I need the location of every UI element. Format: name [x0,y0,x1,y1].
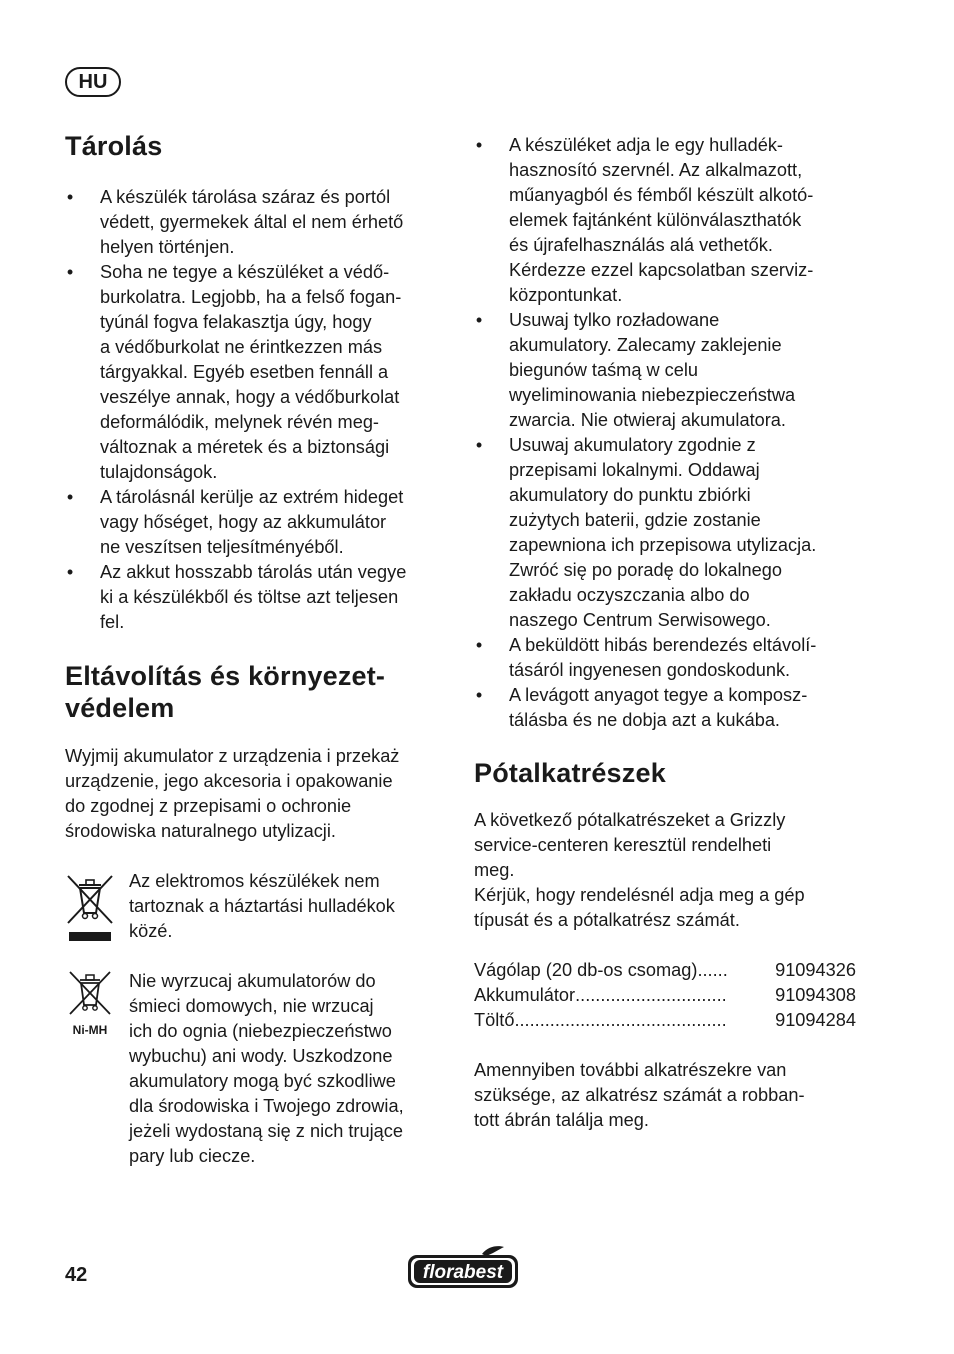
leaf-icon [482,1246,504,1256]
list-item: • A levágott anyagot tegye a komposz- tálásba és ne dobja azt a kukába. [475,685,808,730]
storage-list [65,185,455,635]
leader-dots: ...... [697,960,728,980]
page-number: 42 [65,1264,88,1286]
bullet-icon: • [66,262,74,282]
list-item: • A beküldött hibás berendezés eltávolí- tásáról ingyenesen gondoskodunk. [475,635,817,680]
bullet-icon: • [475,635,483,655]
spare-parts-intro: A következő pótalkatrészeket a Grizzly service-centeren keresztül rendelheti meg. Kérjük, hogy rendelésnél adja meg a gép típusát és a pótalkatrész számát. [474,810,805,930]
parts-list [474,958,864,1033]
part-name: Töltő [474,1010,515,1030]
disposal-list [474,133,864,733]
crossed-bin-icon [65,873,115,943]
battery-disposal-symbol [65,971,115,1036]
list-item: • Usuwaj akumulatory zgodnie z przepisami lokalnymi. Oddawaj akumulatory do punktu zbiórki zużytych baterii, gdzie zostanie zapewniona ich przepisowa utylizacja. Zwróć się po poradę do lokalnego zakładu oczyszczania albo do naszego Centrum Serwisowego. [475,435,817,630]
crossed-bin-icon [68,971,112,1017]
weee-notice: Az elektromos készülékek nem tartoznak a háztartási hulladékok közé. [65,869,455,944]
leader-dots: .............................. [575,985,727,1005]
battery-notice: Ni-MH Nie wyrzucaj akumulatorów do śmieci domowych, nie wrzucaj ich do ognia (niebezpieczeństwo wybuchu) ani wody. Uszkodzone akumulatory mogą być szkodliwe dla środowiska i Twojego zdrowia, jeżeli wydostaną się z nich trujące pary lub ciecze. [65,969,455,1169]
bullet-icon: • [475,685,483,705]
list-item: • A tárolásnál kerülje az extrém hideget vagy hőséget, hogy az akkumulátor ne veszítsen teljesítményéből. [66,487,404,557]
left-column [65,130,455,1169]
part-row [474,958,856,983]
list-item: • Soha ne tegye a készüléket a védő- burkolatra. Legjobb, ha a felső fogan- tyúnál fogva felakasztja úgy, hogy a védőburkolat ne érintkezzen más tárgyakkal. Egyéb esetben fennáll a veszélye annak, hogy a védőburkolat deformálódik, melynek révén meg- változnak a méretek és a biztonsági tulajdonságok. [66,262,402,482]
bullet-icon: • [475,435,483,455]
list-item: • A készülék tárolása száraz és portól védett, gyermekek által el nem érhető helyen történjen. [66,187,404,257]
florabest-logo [406,1244,520,1290]
right-column [474,133,864,1133]
part-name: Akkumulátor [474,985,576,1005]
nimh-label: Ni-MH [72,1023,108,1037]
bullet-icon: • [66,487,74,507]
part-row [474,1008,856,1033]
part-number: 91094326 [775,960,856,980]
part-row [474,983,856,1008]
storage-heading: Tárolás [65,131,163,161]
language-badge: HU [65,67,121,97]
spare-parts-outro: Amennyiben további alkatrészekre van szüksége, az alkatrész számát a robban- tott ábrán találja meg. [474,1060,805,1130]
bullet-icon: • [66,187,74,207]
leader-dots: .......................................... [514,1010,727,1030]
bullet-icon: • [475,135,483,155]
disposal-heading: Eltávolítás és környezet- védelem [65,661,386,723]
list-item: • Usuwaj tylko rozładowane akumulatory. Zalecamy zaklejenie biegunów taśmą w celu wyeliminowania niebezpieczeństwa zwarcia. Nie otwieraj akumulatora. [475,310,796,430]
spare-parts-heading: Pótalkatrészek [474,758,666,788]
bullet-icon: • [66,562,74,582]
disposal-intro: Wyjmij akumulator z urządzenia i przekaż urządzenie, jego akcesoria i opakowanie do zgodnej z przepisami o ochronie środowiska naturalnego utylizacji. [65,746,400,841]
bullet-icon: • [475,310,483,330]
list-item: • Az akkut hosszabb tárolás után vegye ki a készülékből és töltse azt teljesen fel. [66,562,407,632]
logo-text: florabest [422,1262,504,1283]
part-name: Vágólap (20 db-os csomag) [474,960,698,980]
part-number: 91094284 [775,1010,856,1030]
part-number: 91094308 [775,985,856,1005]
list-item: • A készüléket adja le egy hulladék- hasznosító szervnél. Az alkalmazott, műanyagból és fémből készült alkotó- elemek fajtánként különválaszthatók és újrafelhasználás alá vethetők. Kérdezze ezzel kapcsolatban szerviz- központunkat. [475,135,814,305]
